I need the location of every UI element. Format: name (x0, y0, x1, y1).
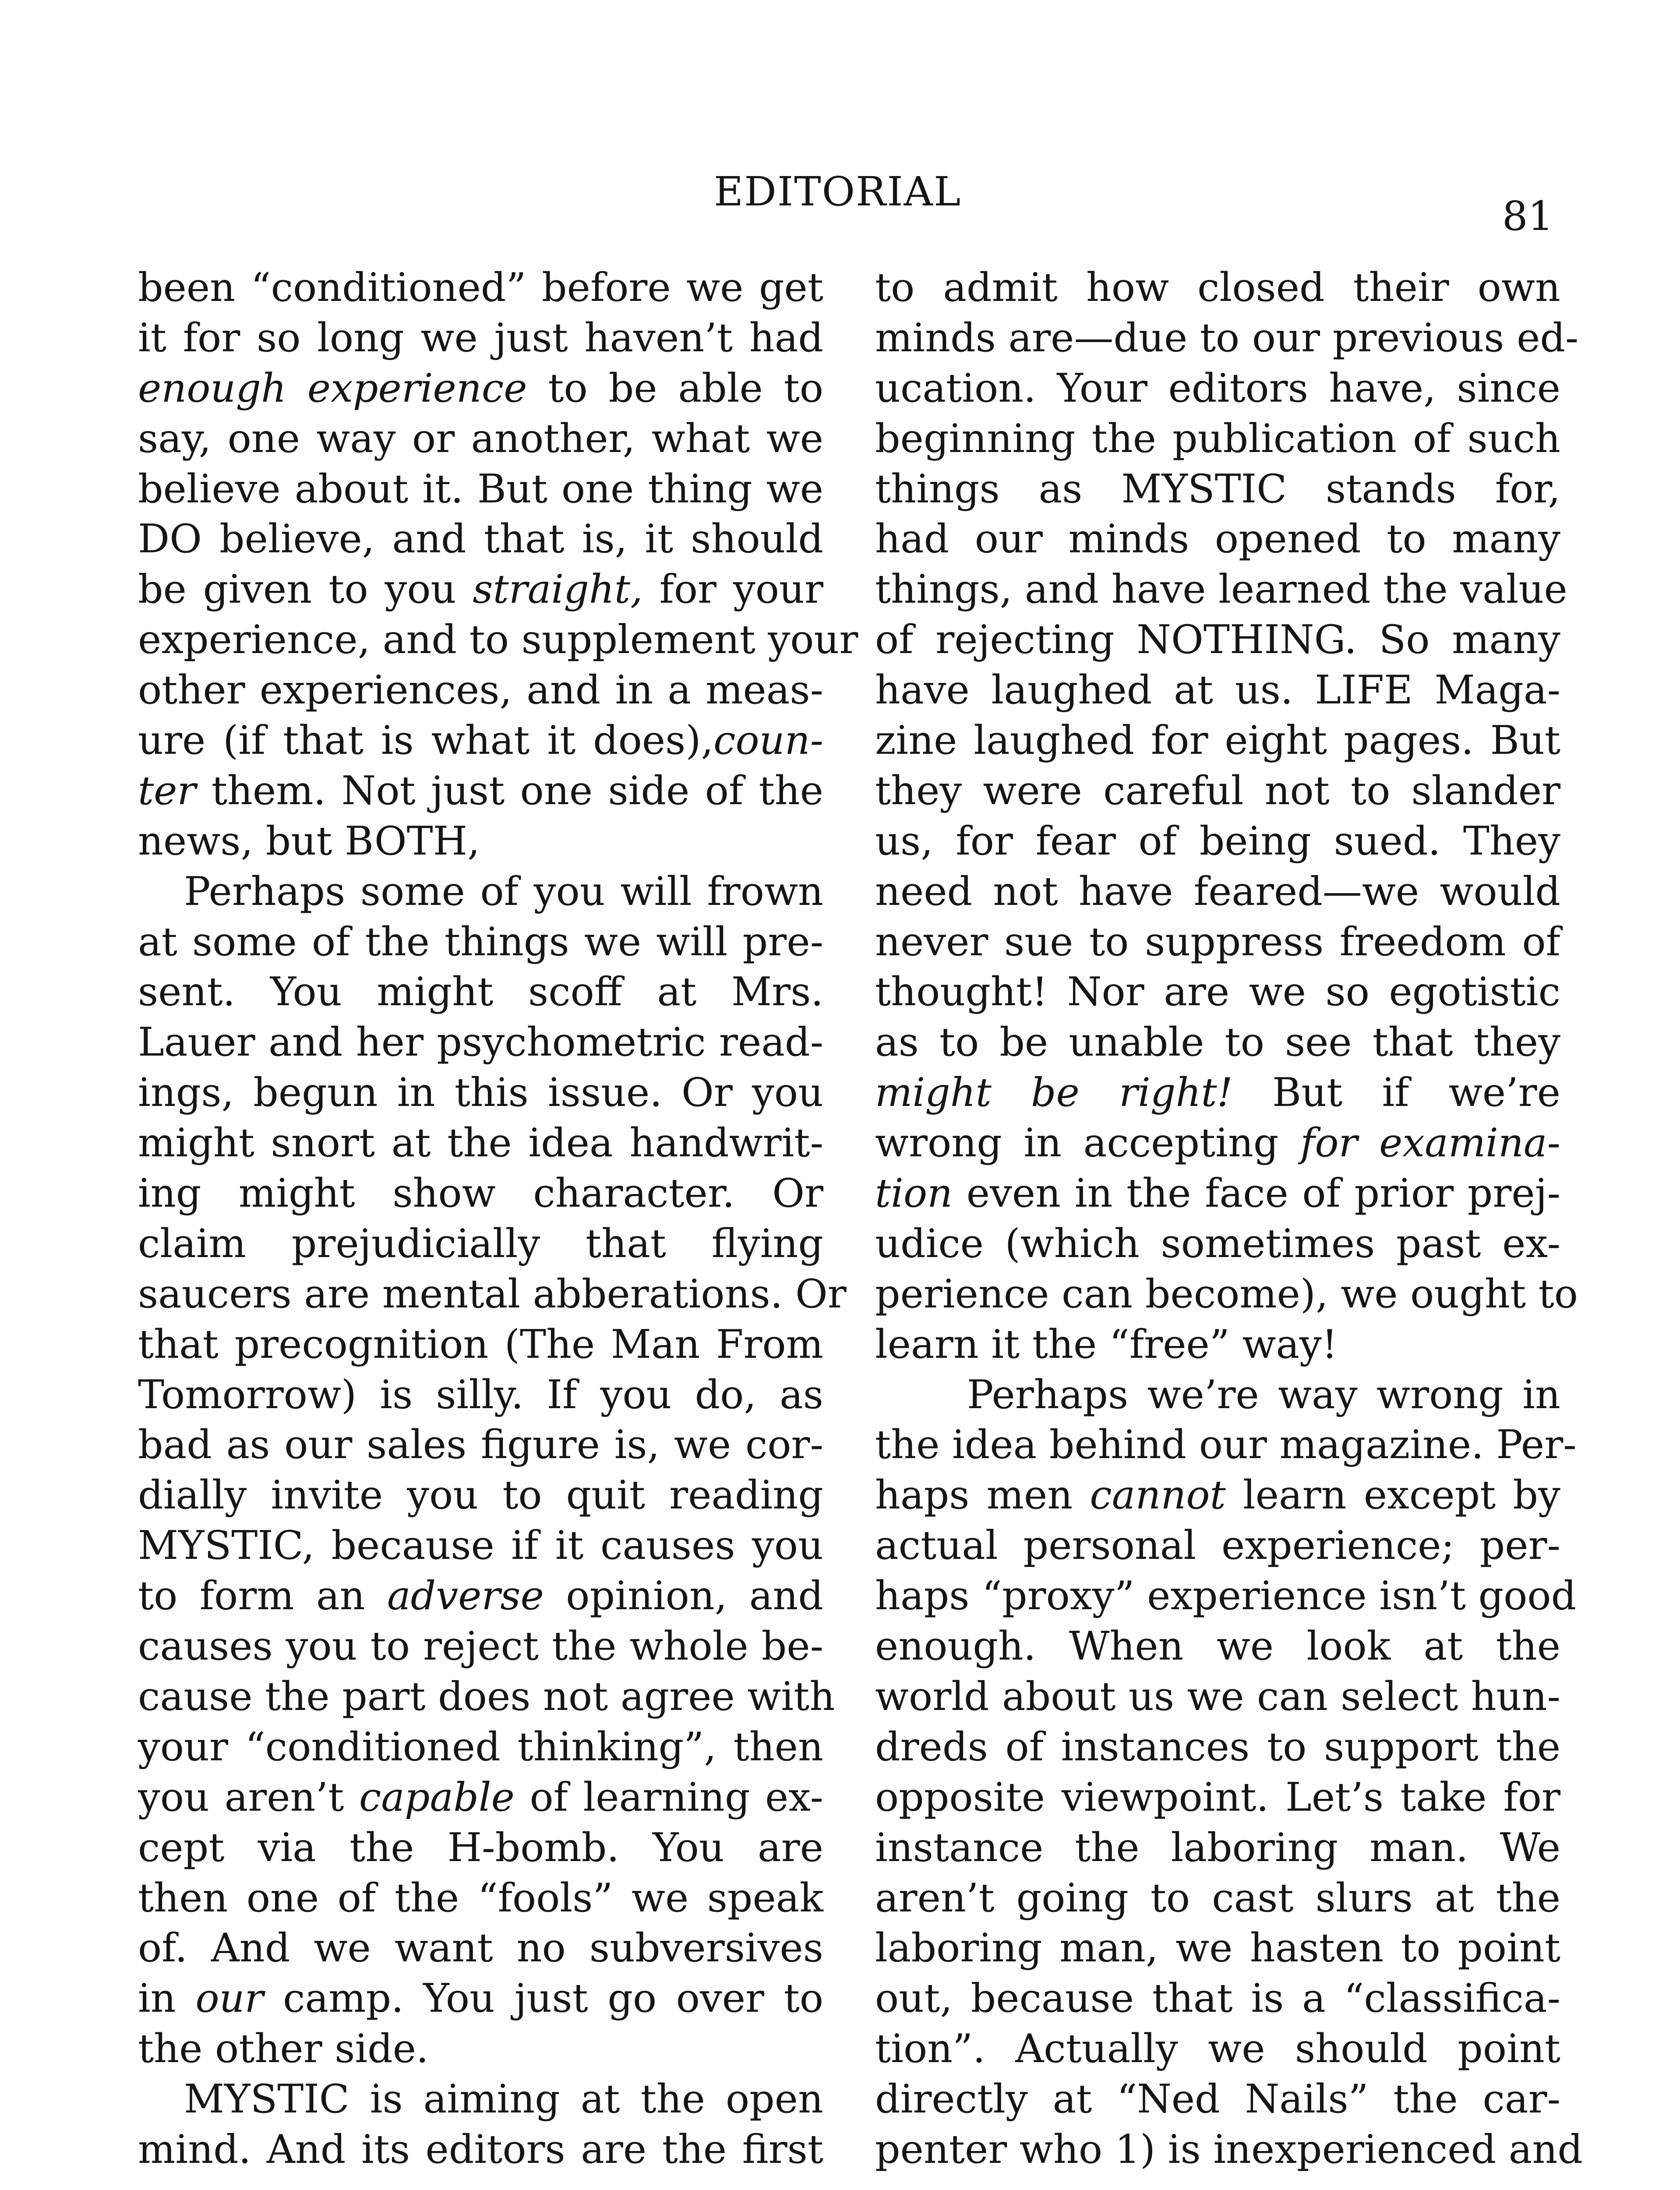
text-line (138, 967, 823, 1017)
text-segment: to admit how closed their own (875, 265, 1560, 311)
text-segment: actual personal experience; per- (875, 1522, 1560, 1569)
text-segment: penter who 1) is inexperienced and (875, 2126, 1583, 2172)
text-line (875, 867, 1560, 917)
text-segment: haps “proxy” experience isn’t good (875, 1573, 1577, 1619)
text-line (875, 1269, 1578, 1320)
text-segment: aren’t going to cast slurs at the (875, 1875, 1560, 1921)
right-text-column (875, 263, 1583, 2175)
text-line (138, 816, 823, 867)
text-segment: been “conditioned” before we get (138, 265, 823, 311)
text-line (875, 1068, 1560, 1118)
italic-text: straight, (473, 566, 643, 613)
text-segment: news, but BOTH, (138, 818, 480, 864)
text-line (875, 364, 1560, 414)
text-segment: to be able to (527, 365, 824, 411)
text-segment: cept via the H-bomb. You are (138, 1824, 823, 1871)
text-segment: learn it the “free” way! (875, 1321, 1338, 1367)
text-segment: you aren’t (138, 1774, 359, 1820)
text-segment: they were careful not to slander (875, 767, 1560, 814)
text-line (138, 1923, 823, 1974)
text-segment: then one of the “fools” we speak (138, 1875, 823, 1921)
text-segment: be given to you (138, 566, 473, 613)
text-segment: experience, and to supplement your (138, 617, 858, 663)
text-line (138, 1470, 823, 1521)
text-line (875, 967, 1560, 1017)
text-segment: that precognition (The Man From (138, 1321, 823, 1367)
text-line (138, 364, 823, 414)
text-segment: Perhaps we’re way wrong in (967, 1371, 1560, 1418)
text-line (138, 1118, 823, 1169)
text-segment: the other side. (138, 2026, 429, 2072)
text-line (875, 816, 1560, 867)
text-segment: us, for fear of being sued. They (875, 818, 1560, 864)
text-line (875, 615, 1560, 665)
text-segment: Perhaps some of you will frown (184, 868, 823, 915)
italic-text: our (195, 1975, 264, 2022)
text-segment: to form an (138, 1573, 388, 1619)
text-segment: dially invite you to quit reading (138, 1472, 823, 1519)
text-line (138, 1370, 823, 1420)
text-line (875, 1017, 1560, 1068)
text-segment: MYSTIC is aiming at the open (184, 2076, 823, 2123)
text-line (138, 615, 858, 665)
text-line (875, 1320, 1560, 1370)
text-line (875, 1621, 1560, 1672)
text-line (875, 1370, 1560, 1420)
text-segment: perience can become), we ought to (875, 1271, 1578, 1317)
text-segment: believe about it. But one thing we (138, 466, 823, 512)
italic-text: might be right! (875, 1070, 1233, 1116)
text-segment: causes you to reject the whole be- (138, 1623, 823, 1670)
text-line (875, 1219, 1560, 1269)
text-line (875, 1470, 1560, 1521)
text-segment: in (138, 1975, 196, 2022)
text-segment: had our minds opened to many (875, 516, 1560, 562)
text-line (875, 665, 1560, 716)
text-line (138, 2125, 823, 2175)
text-line (138, 1672, 835, 1722)
text-line (138, 1219, 823, 1269)
text-line (138, 1722, 823, 1773)
text-segment: of. And we want no subversives (138, 1925, 823, 1971)
italic-text: ter (138, 767, 196, 814)
text-segment: it for so long we just haven’t had (138, 314, 823, 361)
text-line (138, 2074, 823, 2125)
text-line (138, 1571, 823, 1621)
text-segment: udice (which sometimes past ex- (875, 1220, 1560, 1267)
text-segment: zine laughed for eight pages. But (875, 717, 1560, 764)
text-line (875, 1169, 1560, 1219)
text-line (138, 1621, 823, 1672)
text-line (875, 1571, 1577, 1621)
text-line (138, 1420, 823, 1470)
text-line (138, 1068, 823, 1118)
text-segment: enough. When we look at the (875, 1623, 1560, 1670)
text-segment: things as MYSTIC stands for, (875, 466, 1560, 512)
text-line (138, 2024, 823, 2074)
text-segment: have laughed at us. LIFE Maga- (875, 667, 1560, 714)
text-segment: never sue to suppress freedom of (875, 918, 1560, 965)
text-line (138, 263, 823, 313)
text-segment: beginning the publication of such (875, 415, 1560, 462)
text-line (138, 1521, 823, 1571)
text-segment: DO believe, and that is, it should (138, 516, 823, 562)
italic-text: tion (875, 1170, 953, 1217)
text-segment: minds are—due to our previous ed- (875, 314, 1579, 361)
text-line (875, 1672, 1560, 1722)
text-segment: mind. And its editors are the first (138, 2126, 823, 2172)
text-segment: wrong in accepting (875, 1120, 1301, 1166)
text-line (138, 313, 823, 364)
text-segment: learn except by (1225, 1472, 1560, 1519)
text-segment: directly at “Ned Nails” the car- (875, 2076, 1560, 2123)
text-line (875, 766, 1560, 816)
text-segment: at some of the things we will pre- (138, 918, 823, 965)
text-segment: out, because that is a “classifica- (875, 1975, 1560, 2022)
text-line (875, 464, 1560, 515)
text-segment: them. Not just one side of the (196, 767, 823, 814)
text-segment: sent. You might scoff at Mrs. (138, 969, 823, 1015)
text-segment: bad as our sales figure is, we cor- (138, 1422, 823, 1468)
text-line (138, 1974, 823, 2024)
text-line (138, 665, 823, 716)
text-segment: as to be unable to see that they (875, 1019, 1560, 1066)
text-line (875, 1722, 1560, 1773)
italic-text: for examina- (1300, 1120, 1560, 1166)
text-line (138, 1873, 823, 1924)
text-line (138, 1017, 823, 1068)
text-segment: other experiences, and in a meas- (138, 667, 823, 714)
text-segment: for your (642, 566, 823, 613)
text-line (138, 1320, 823, 1370)
text-segment: instance the laboring man. We (875, 1824, 1560, 1871)
text-segment: claim prejudicially that flying (138, 1220, 823, 1267)
text-line (138, 464, 823, 515)
text-segment: even in the face of prior prej- (953, 1170, 1560, 1217)
text-line (875, 2125, 1583, 2175)
text-line (875, 1118, 1560, 1169)
text-segment: MYSTIC, because if it causes you (138, 1522, 823, 1569)
running-head: EDITORIAL (714, 168, 962, 215)
text-line (138, 716, 823, 766)
text-line (875, 514, 1560, 565)
italic-text: enough experience (138, 365, 527, 411)
text-line (875, 565, 1567, 615)
text-line (138, 766, 823, 816)
text-line (875, 1873, 1560, 1924)
text-segment: laboring man, we hasten to point (875, 1925, 1560, 1971)
text-segment: cause the part does not agree with (138, 1673, 835, 1720)
text-line (875, 2024, 1560, 2074)
text-segment: ing might show character. Or (138, 1170, 823, 1217)
text-line (875, 716, 1560, 766)
text-segment: dreds of instances to support the (875, 1724, 1560, 1770)
text-segment: the idea behind our magazine. Per- (875, 1422, 1577, 1468)
text-line (875, 414, 1560, 464)
text-segment: your “conditioned thinking”, then (138, 1724, 823, 1770)
text-line (875, 1420, 1577, 1470)
text-segment: saucers are mental abberations. Or (138, 1271, 847, 1317)
text-segment: need not have feared—we would (875, 868, 1560, 915)
text-segment: of learning ex- (514, 1774, 824, 1820)
italic-text: cannot (1090, 1472, 1226, 1519)
text-segment: camp. You just go over to (263, 1975, 823, 2022)
text-segment: ure (if that is what it does), (138, 717, 714, 764)
text-line (138, 514, 823, 565)
text-segment: of rejecting NOTHING. So many (875, 617, 1560, 663)
text-segment: say, one way or another, what we (138, 415, 823, 462)
text-segment: Lauer and her psychometric read- (138, 1019, 823, 1066)
italic-text: capable (359, 1774, 515, 1820)
text-line (138, 917, 823, 968)
left-text-column (138, 263, 858, 2175)
italic-text: adverse (387, 1573, 544, 1619)
text-line (875, 1923, 1560, 1974)
text-segment: But if we’re (1232, 1070, 1560, 1116)
text-line (875, 1773, 1560, 1823)
text-line (875, 263, 1560, 313)
text-segment: things, and have learned the value (875, 566, 1567, 613)
text-segment: thought! Nor are we so egotistic (875, 969, 1560, 1015)
page-number: 81 (1502, 193, 1554, 240)
text-line (138, 1169, 823, 1219)
text-segment: ings, begun in this issue. Or you (138, 1070, 823, 1116)
text-line (875, 2074, 1560, 2125)
text-line (875, 313, 1579, 364)
text-line (138, 565, 823, 615)
text-line (138, 1269, 847, 1320)
text-line (138, 867, 823, 917)
text-segment: might snort at the idea handwrit- (138, 1120, 823, 1166)
text-line (875, 1521, 1560, 1571)
text-segment: haps men (875, 1472, 1090, 1519)
text-line (875, 917, 1560, 968)
text-segment: ucation. Your editors have, since (875, 365, 1560, 411)
text-segment: opposite viewpoint. Let’s take for (875, 1774, 1560, 1820)
italic-text: coun- (713, 717, 823, 764)
text-line (875, 1974, 1560, 2024)
text-segment: Tomorrow) is silly. If you do, as (138, 1371, 823, 1418)
text-segment: tion”. Actually we should point (875, 2026, 1560, 2072)
text-line (875, 1823, 1560, 1873)
text-segment: opinion, and (544, 1573, 823, 1619)
text-segment: world about us we can select hun- (875, 1673, 1560, 1720)
text-line (138, 1773, 823, 1823)
text-line (138, 414, 823, 464)
text-line (138, 1823, 823, 1873)
